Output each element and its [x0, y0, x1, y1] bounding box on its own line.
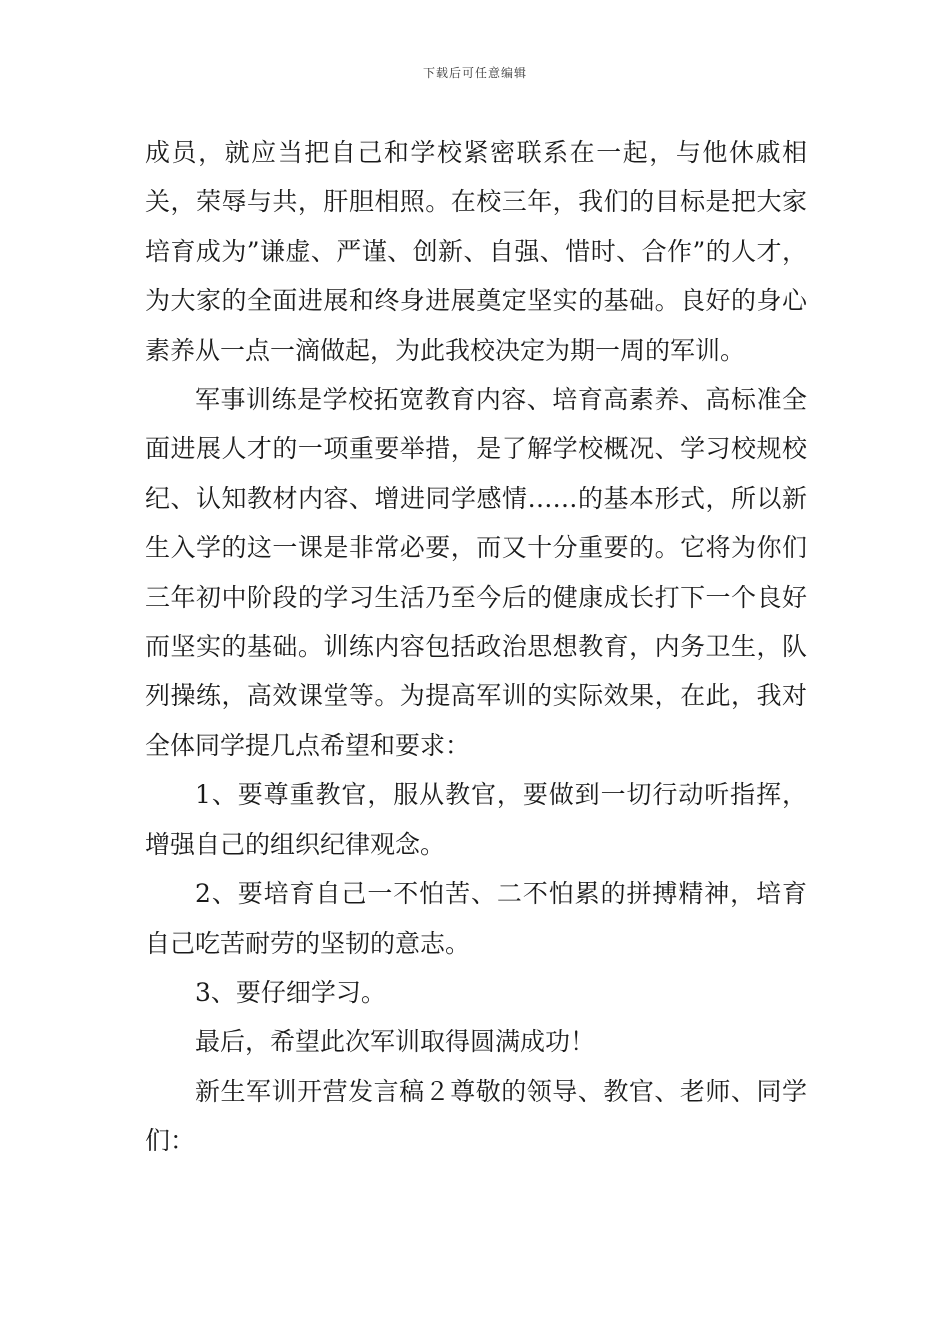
document-body — [145, 128, 807, 1166]
requirement-item-3: 3、要仔细学习。 — [195, 977, 386, 1007]
header-note: 下载后可任意编辑 — [422, 66, 527, 80]
requirement-item-1: 1、要尊重教官，服从教官，要做到一切行动听指挥，增强自己的组织纪律观念。 — [145, 780, 807, 859]
paragraph-military-training: 军事训练是学校拓宽教育内容、培育高素养、高标准全面进展人才的一项重要举措，是了解学校概况、学习校规校纪、认知教材内容、增进同学感情……的基本形式，所以新生入学的这一课是非常必要，而又十分重要的。它将为你们三年初中阶段的学习生活乃至今后的健康成长打下一个良好而坚实的基础。训练内容包括政治思想教育，内务卫生，队列操练，高效课堂等。为提高军训的实际效果，在此，我对全体同学提几点希望和要求： — [145, 385, 807, 760]
closing-paragraph: 最后，希望此次军训取得圆满成功！ — [195, 1027, 596, 1057]
requirement-item-2: 2、要培育自己一不怕苦、二不怕累的拼搏精神，培育自己吃苦耐劳的坚韧的意志。 — [145, 879, 807, 958]
paragraph-continuation: 成员，就应当把自己和学校紧密联系在一起，与他休戚相关，荣辱与共，肝胆相照。在校三年，我们的目标是把大家培育成为”谦虚、严谨、创新、自强、惜时、合作”的人才，为大家的全面进展和终身进展奠定坚实的基础。良好的身心素养从一点一滴做起，为此我校决定为期一周的军训。 — [145, 138, 807, 365]
next-speech-heading: 新生军训开营发言稿２尊敬的领导、教官、老师、同学们： — [145, 1076, 807, 1156]
